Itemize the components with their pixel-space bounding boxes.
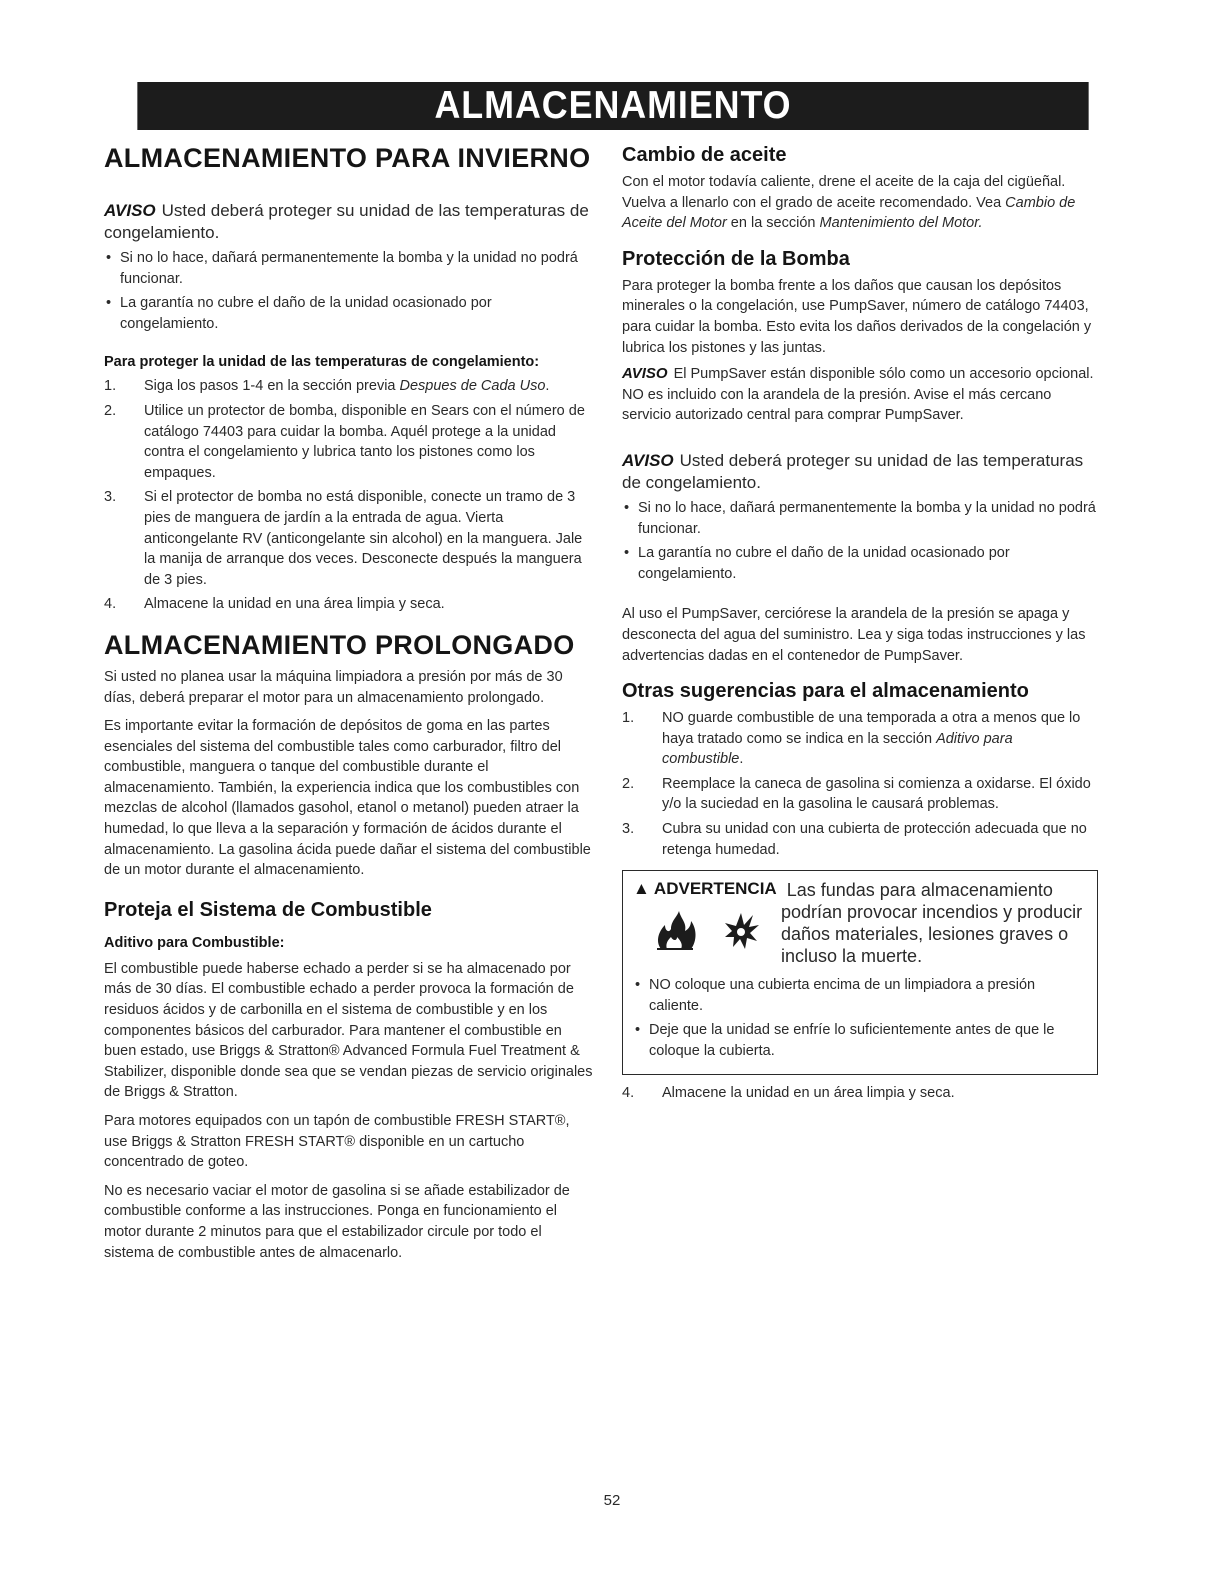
heading-otras-sugerencias: Otras sugerencias para el almacenamiento — [622, 680, 1029, 703]
paragraph: Para motores equipados con un tapón de combustible FRESH START®, use Briggs & Stratton FRESH START® disponible en un cartucho concentrado de goteo. — [104, 1113, 570, 1171]
paragraph: No es necesario vaciar el motor de gasolina si se añade estabilizador de combustible conforme a las instrucciones. Ponga en funcionamiento el motor durante 2 minutos para que el estabilizador circule por todo el sistema de combustible antes de almacenarlo. — [104, 1182, 570, 1261]
heading-almacenamiento-invierno: ALMACENAMIENTO PARA INVIERNO — [104, 143, 591, 173]
list-item: • Si no lo hace, dañará permanentemente la bomba y la unidad no podrá funcionar. — [622, 498, 1098, 539]
heading-almacenamiento-prolongado: ALMACENAMIENTO PROLONGADO — [104, 629, 575, 660]
list-item: 1. NO guarde combustible de una temporada a otra a menos que lo haya tratado como se indica en la sección Aditivo para combustible. — [622, 710, 1081, 768]
paragraph: Si usted no planea usar la máquina limpiadora a presión por más de 30 días, deberá preparar el motor para un almacenamiento prolongado. — [104, 668, 563, 706]
warning-line: daños materiales, lesiones graves o — [781, 924, 1069, 945]
warning-line: podrían provocar incendios y producir — [781, 902, 1083, 923]
aviso-label: AVISO — [622, 365, 668, 383]
aviso-block — [104, 200, 594, 244]
page-banner: ALMACENAMIENTO — [137, 82, 1088, 130]
warning-line: Las fundas para almacenamiento — [786, 880, 1053, 901]
paragraph: Al uso el PumpSaver, cerciórese la arandela de la presión se apaga y desconecta del agua del suministro. Lea y siga todas instrucciones y las advertencias dadas en el contenedor de PumpSaver. — [622, 606, 1086, 664]
warning-line: incluso la muerte. — [781, 946, 923, 967]
warning-header — [633, 879, 1087, 901]
otras-list — [622, 708, 1098, 860]
list-item: 4. Almacene la unidad en un área limpia y seca. — [622, 1084, 955, 1101]
aviso-text: Usted deberá proteger su unidad de las temperaturas de congelamiento. — [104, 201, 589, 242]
list-item: • La garantía no cubre el daño de la unidad ocasionado por congelamiento. — [104, 293, 594, 334]
list-item: • Deje que la unidad se enfríe lo suficientemente antes de que le coloque la cubierta. — [633, 1020, 1087, 1061]
heading-cambio-aceite: Cambio de aceite — [622, 144, 787, 166]
list-item: • La garantía no cubre el daño de la unidad ocasionado por congelamiento. — [622, 543, 1098, 584]
fire-icon — [653, 911, 699, 951]
list-item: 3. Si el protector de bomba no está disponible, conecte un tramo de 3 pies de manguera de jardín a la entrada de agua. Vierta anticongelante RV (anticongelante sin alcohol) en la manguera. Jale la manija de arranque dos veces. Desconecte después la manguera de 3 pies. — [104, 489, 583, 588]
warning-title: ▲ ADVERTENCIA — [633, 879, 777, 899]
list-item: 4. Almacene la unidad en una área limpia y seca. — [104, 596, 445, 613]
list-item: 2. Reemplace la caneca de gasolina si comienza a oxidarse. El óxido y/o la suciedad en la gasolina le causará problemas. — [622, 775, 1091, 813]
list-item: 2. Utilice un protector de bomba, disponible en Sears con el número de catálogo 74403 para cuidar la bomba. Aquél protege a la unidad contra el congelamiento y lubrica tanto los pistones como los empaques. — [104, 402, 585, 481]
aviso-block: AVISO Usted deberá proteger su unidad de las temperaturas de congelamiento. — [622, 450, 1084, 492]
heading-proteccion-bomba: Protección de la Bomba — [622, 247, 850, 270]
list-item: 3. Cubra su unidad con una cubierta de protección adecuada que no retenga humedad. — [622, 821, 1087, 858]
aviso-bullets — [104, 248, 594, 334]
heading-proteger-unidad: Para proteger la unidad de las temperaturas de congelamiento: — [104, 354, 540, 371]
aviso-block: AVISO El PumpSaver están disponible sólo como un accesorio opcional. NO es incluido con la arandela de la presión. Avise el más cercano servicio autorizado central para comprar PumpSaver. — [622, 365, 1094, 424]
warning-bullets — [633, 975, 1087, 1061]
warning-icons — [653, 911, 759, 951]
paragraph: El combustible puede haberse echado a perder si se ha almacenado por más de 30 días. El combustible echado a perder provoca la formación de residuos ácidos y de carbonilla en el sistema de combustible y en los componentes básicos del carburador. Para mantener el combustible en buen estado, use Briggs & Stratton® Advanced Formula Fuel Treatment & Stabilizer, disponible donde sea que se vendan piezas de servicio originales de Briggs & Stratton. — [104, 960, 593, 1101]
aviso-bullets — [622, 498, 1098, 584]
paragraph: Es importante evitar la formación de depósitos de goma en las partes esenciales del sistema del combustible tales como carburador, filtro del combustible, manguera o tanque del combustible durante el almacenamiento. También, la experiencia indica que los combustibles con mezclas de alcohol (llamados gasohol, etanol o metanol) pueden atraer la humedad, lo que lleva a la separación y formación de ácidos durante el almacenamiento. La gasolina ácida puede dañar el sistema del combustible de un motor durante el almacenamiento. — [104, 718, 591, 879]
list-item: 1. Siga los pasos 1-4 en la sección previa Despues de Cada Uso. — [104, 378, 550, 395]
paragraph: Con el motor todavía caliente, drene el aceite de la caja del cigüeñal. Vuelva a llenarlo con el grado de aceite recomendado. Vea Cambio de Aceite del Motor en la sección Mantenimiento del Motor. — [622, 174, 1076, 232]
list-item: • Si no lo hace, dañará permanentemente la bomba y la unidad no podrá funcionar. — [104, 248, 594, 289]
page-number: 52 — [603, 1492, 621, 1509]
list-item: • NO coloque una cubierta encima de un limpiadora a presión caliente. — [633, 975, 1087, 1016]
explosion-icon — [723, 911, 759, 951]
steps-list — [104, 376, 594, 615]
warning-triangle-icon: ▲ — [633, 879, 650, 899]
aviso-label: AVISO — [622, 450, 674, 470]
heading-aditivo: Aditivo para Combustible: — [104, 934, 285, 951]
left-column — [104, 140, 594, 1263]
right-column — [622, 140, 1098, 1107]
final-step — [622, 1083, 1098, 1104]
warning-box — [622, 870, 1098, 1074]
paragraph: Para proteger la bomba frente a los daños que causan los depósitos minerales o la congelación, use PumpSaver, número de catálogo 74403, para cuidar la bomba. Esto evita los daños derivados de la congelación y lubrica los pistones y las juntas. — [622, 277, 1092, 356]
heading-proteja-sistema: Proteja el Sistema de Combustible — [104, 898, 432, 921]
aviso-label: AVISO — [104, 201, 156, 220]
